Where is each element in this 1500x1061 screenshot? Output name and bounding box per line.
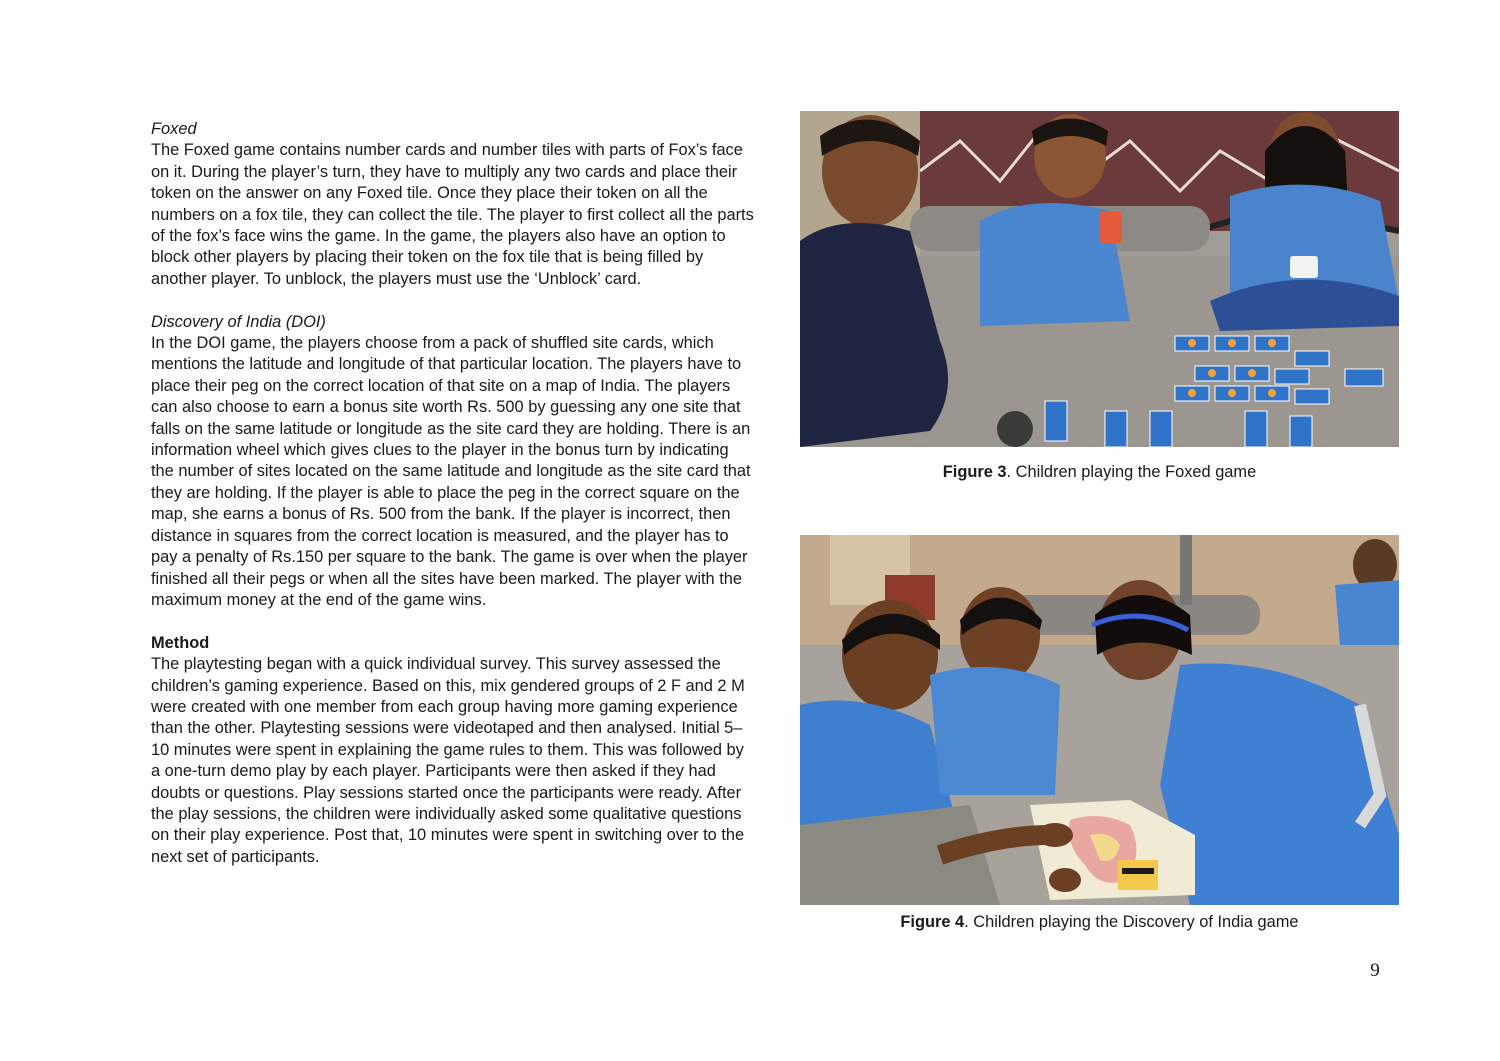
figure-3-caption — [800, 462, 1399, 483]
figure-4-label: Figure 4 — [900, 913, 965, 931]
text-column — [151, 119, 755, 868]
figure-3-photo — [800, 111, 1399, 447]
section-heading-method: Method — [151, 633, 210, 652]
figure-4-caption — [800, 912, 1399, 933]
section-doi — [151, 312, 755, 612]
section-heading-doi: Discovery of India (DOI) — [151, 312, 326, 331]
section-heading-foxed: Foxed — [151, 120, 197, 138]
section-body-foxed: The Foxed game contains number cards and number tiles with parts of Fox’s face on it. During the player’s turn, they have to multiply any two cards and place their token on the answer on any Foxed tile. Once they place their token on all the numbers on a fox tile, they can collect the tile. The player to first collect all the parts of the fox’s face wins the game. In the game, the players also have an option to block other players by placing their token on the fox tile that is being filled by another player. To unblock, the players must use the ‘Unblock’ card. — [151, 141, 754, 288]
section-method — [151, 633, 755, 868]
figure-3-caption-text: . Children playing the Foxed game — [1006, 463, 1257, 481]
figure-4-photo — [800, 535, 1399, 905]
section-body-method: The playtesting began with a quick individual survey. This survey assessed the children’s gaming experience. Based on this, mix gendered groups of 2 F and 2 M were created with one member from each group having more gaming experience than the other. Playtesting sessions were videotaped and then analysed. Initial 5–10 minutes were spent in explaining the game rules to them. This was followed by a one-turn demo play by each player. Participants were then asked if they had doubts or questions. Play sessions started once the participants were ready. After the play sessions, the children were individually asked some qualitative questions on their play experience. Post that, 10 minutes were spent in switching over to the next set of participants. — [151, 655, 745, 866]
section-foxed — [151, 119, 755, 290]
page-number: 9 — [1370, 960, 1380, 981]
section-body-doi: In the DOI game, the players choose from a pack of shuffled site cards, which mentions the latitude and longitude of that particular location. The players have to place their peg on the correct location of that site on a map of India. The players can also choose to earn a bonus site worth Rs. 500 by guessing any one site that falls on the same latitude or longitude as the site card they are holding. There is an information wheel which gives clues to the player in the bonus turn by indicating the number of sites located on the same latitude and longitude as the site card that they are holding. If the player is able to place the peg in the correct square on the map, she earns a bonus of Rs. 500 from the bank. If the player is incorrect, then distance in squares from the correct location is measured, and the player has to pay a penalty of Rs.150 per square to the bank. The game is over when the player finished all their pegs or when all the sites have been marked. The player with the maximum money at the end of the game wins. — [151, 334, 751, 609]
figure-3-label: Figure 3 — [942, 463, 1007, 481]
figure-4-caption-text: . Children playing the Discovery of India game — [964, 913, 1299, 931]
